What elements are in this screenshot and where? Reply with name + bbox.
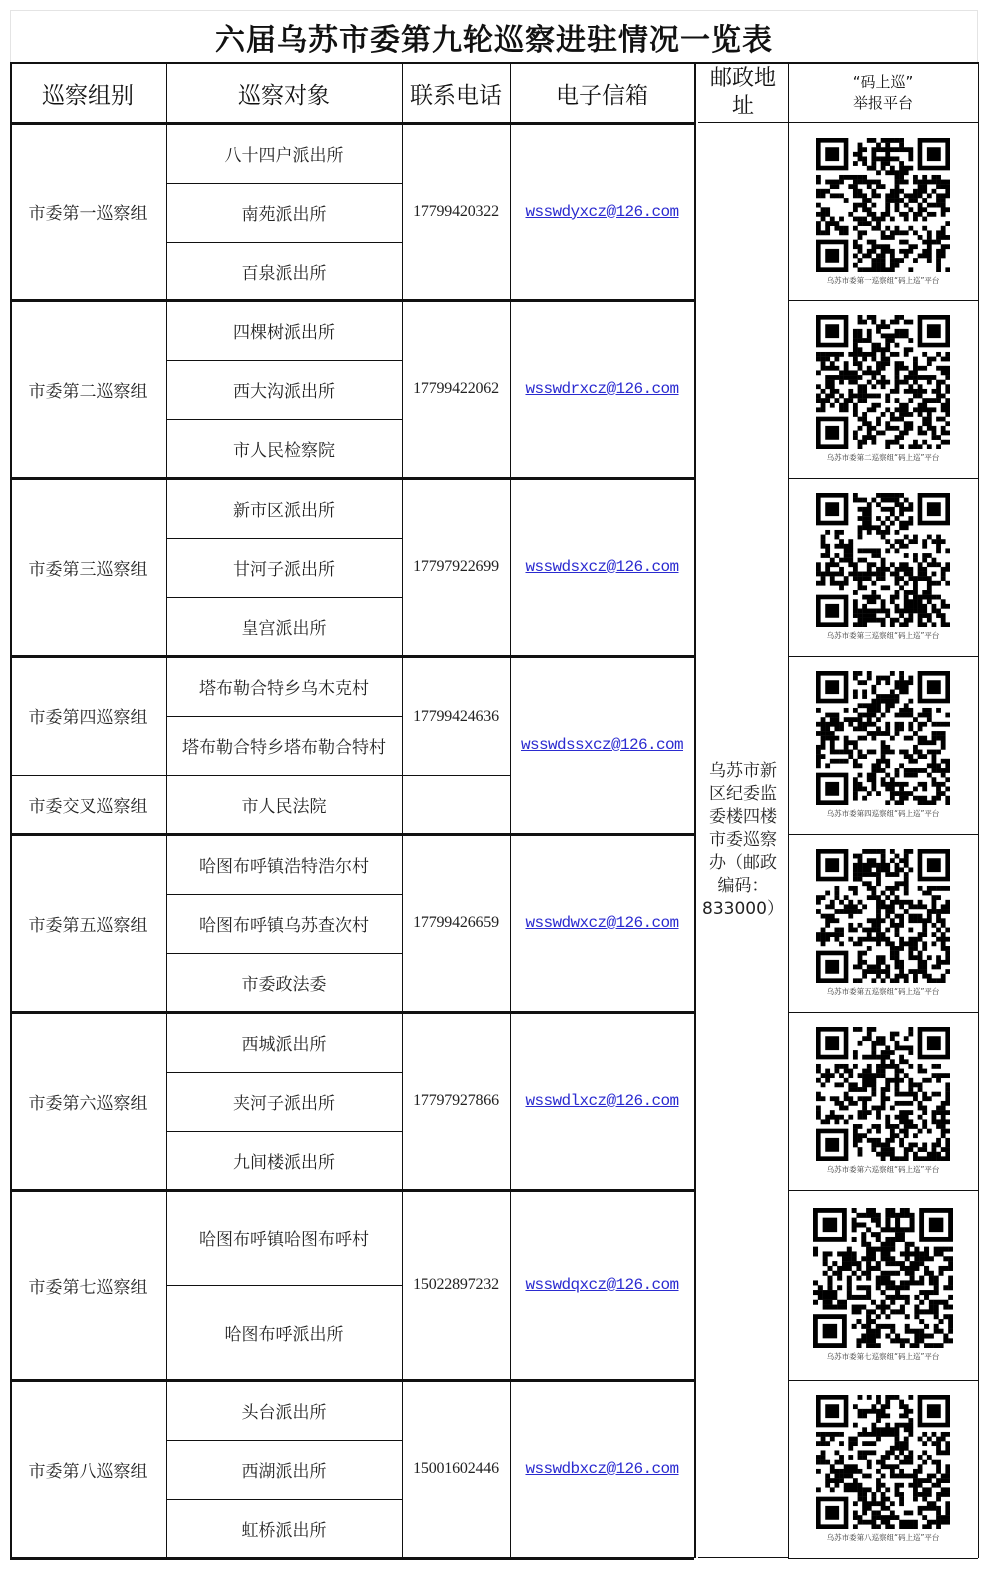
qr-report-cell[interactable] <box>788 300 978 478</box>
qr-caption: 乌苏市委第四巡察组“码上巡”平台 <box>826 809 940 818</box>
group-name: 市委第三巡察组 <box>28 559 148 580</box>
group-name: 市委第一巡察组 <box>28 204 148 224</box>
grid-line <box>510 62 511 1558</box>
qr-caption: 乌苏市委第三巡察组“码上巡”平台 <box>826 631 940 640</box>
qr-caption: 乌苏市委第七巡察组“码上巡”平台 <box>826 1352 940 1361</box>
grid-line <box>10 122 694 125</box>
grid-line <box>10 655 694 658</box>
group-name: 市委第二巡察组 <box>28 381 148 402</box>
target-name: 塔布勒合特乡乌木克村 <box>199 678 369 699</box>
qr-code-icon <box>813 1208 953 1348</box>
group-name: 市委交叉巡察组 <box>28 797 148 817</box>
title-box <box>10 10 978 63</box>
target-name: 虹桥派出所 <box>241 1521 327 1541</box>
grid-line <box>166 1440 402 1441</box>
target-name: 八十四户派出所 <box>224 145 344 166</box>
grid-line <box>698 122 978 123</box>
target-name: 哈图布呼镇浩特浩尔村 <box>199 856 369 877</box>
phone-number: 17799426659 <box>413 914 499 931</box>
grid-line <box>166 62 167 1558</box>
grid-line <box>166 1499 402 1500</box>
header-address <box>698 63 788 123</box>
grid-line <box>10 477 694 480</box>
target-name: 南苑派出所 <box>241 205 327 225</box>
target-name: 哈图布呼镇乌苏查次村 <box>199 916 369 936</box>
target-name: 塔布勒合特乡塔布勒合特村 <box>182 738 386 758</box>
grid-line <box>10 833 694 836</box>
qr-report-cell[interactable] <box>788 123 978 300</box>
qr-code-icon <box>816 671 950 805</box>
page-title: 六届乌苏市委第九轮巡察进驻情况一览表 <box>215 23 773 58</box>
target-name: 西湖派出所 <box>241 1462 327 1482</box>
target-name: 九间楼派出所 <box>233 1153 335 1173</box>
grid-line <box>788 656 978 657</box>
header-phone: 联系电话 <box>410 82 502 109</box>
grid-line <box>166 1285 402 1286</box>
target-name: 西大沟派出所 <box>233 382 335 402</box>
email-link[interactable]: wsswdrxcz@126.com <box>525 380 679 398</box>
target-name: 市人民法院 <box>241 797 327 817</box>
qr-code-icon <box>816 1395 950 1529</box>
qr-report-cell[interactable] <box>788 1190 978 1380</box>
qr-report-cell[interactable] <box>788 834 978 1012</box>
email-cell <box>510 300 694 478</box>
grid-line <box>166 360 402 361</box>
email-link[interactable]: wsswdyxcz@126.com <box>525 202 679 221</box>
grid-line <box>166 183 402 184</box>
header-address-label: 邮政地址 <box>709 66 776 119</box>
grid-line <box>10 1557 694 1560</box>
postal-address: 乌苏市新区纪委监委楼四楼市委巡察办（邮政编码：833000） <box>702 761 784 919</box>
grid-line <box>10 299 694 302</box>
email-cell <box>510 478 694 656</box>
email-cell <box>510 1380 694 1558</box>
email-link[interactable]: wsswdlxcz@126.com <box>525 1092 679 1110</box>
qr-code-icon <box>816 138 950 272</box>
qr-code-icon <box>816 315 950 449</box>
header-qr <box>788 63 978 123</box>
qr-caption: 乌苏市委第五巡察组“码上巡”平台 <box>826 987 940 996</box>
grid-line <box>166 242 402 243</box>
group-name: 市委第五巡察组 <box>28 915 148 936</box>
grid-line <box>788 834 978 835</box>
group-name: 市委第六巡察组 <box>28 1093 148 1114</box>
grid-line <box>788 478 978 479</box>
qr-report-cell[interactable] <box>788 1380 978 1558</box>
email-cell <box>510 834 694 1012</box>
group-name: 市委第八巡察组 <box>28 1461 148 1482</box>
grid-line <box>788 1190 978 1191</box>
qr-report-cell[interactable] <box>788 1012 978 1190</box>
grid-line <box>10 62 979 64</box>
grid-line <box>694 62 696 1558</box>
grid-line <box>166 716 402 717</box>
phone-number-empty <box>402 775 510 834</box>
phone-number: 17799424636 <box>413 708 499 725</box>
target-name: 头台派出所 <box>241 1402 327 1423</box>
grid-line <box>166 894 402 895</box>
email-link[interactable]: wsswdsxcz@126.com <box>525 558 679 576</box>
target-name: 甘河子派出所 <box>233 560 335 580</box>
phone-number: 17797922699 <box>413 558 499 575</box>
grid-line <box>10 1189 694 1192</box>
grid-line <box>788 300 978 301</box>
phone-number: 17797927866 <box>413 1092 499 1109</box>
qr-code-icon <box>816 1027 950 1161</box>
header-email: 电子信箱 <box>556 82 648 109</box>
qr-caption: 乌苏市委第六巡察组“码上巡”平台 <box>826 1165 940 1174</box>
target-name: 市委政法委 <box>241 975 327 995</box>
grid-line <box>10 1011 694 1014</box>
header-target: 巡察对象 <box>238 82 330 109</box>
grid-line <box>402 62 403 1558</box>
email-link[interactable]: wsswdqxcz@126.com <box>525 1276 679 1294</box>
target-name: 四棵树派出所 <box>233 322 335 343</box>
target-name: 市人民检察院 <box>233 441 335 461</box>
grid-line <box>166 1131 402 1132</box>
phone-number: 15001602446 <box>413 1460 499 1477</box>
grid-line <box>10 1379 694 1382</box>
email-cell <box>510 1190 694 1380</box>
grid-line <box>698 1557 788 1558</box>
target-name: 哈图布呼派出所 <box>224 1325 344 1345</box>
phone-number: 17799422062 <box>413 380 499 397</box>
grid-line <box>10 775 510 776</box>
target-name: 西城派出所 <box>241 1034 327 1055</box>
qr-report-cell[interactable] <box>788 656 978 834</box>
qr-caption: 乌苏市委第八巡察组“码上巡”平台 <box>826 1533 940 1542</box>
qr-code-icon <box>816 849 950 983</box>
email-link[interactable]: wsswdssxcz@126.com <box>520 736 684 754</box>
grid-line <box>10 62 12 1559</box>
header-group: 巡察组别 <box>42 82 134 109</box>
grid-line <box>166 597 402 598</box>
email-cell <box>510 1012 694 1190</box>
header-qr-line2: 举报平台 <box>852 94 913 112</box>
group-name: 市委第七巡察组 <box>28 1277 148 1298</box>
grid-line <box>788 62 789 1558</box>
grid-line <box>788 1380 978 1381</box>
email-cell <box>510 656 694 834</box>
grid-line <box>166 953 402 954</box>
group-name: 市委第四巡察组 <box>28 708 148 728</box>
header-qr-line1: “码上巡” <box>852 73 914 91</box>
target-name: 百泉派出所 <box>241 263 327 284</box>
qr-code-icon <box>816 493 950 627</box>
grid-line <box>788 1558 978 1559</box>
email-cell <box>510 123 694 300</box>
qr-report-cell[interactable] <box>788 478 978 656</box>
phone-number: 15022897232 <box>413 1276 499 1293</box>
grid-line <box>166 1072 402 1073</box>
phone-number: 17799420322 <box>413 202 499 220</box>
target-name: 夹河子派出所 <box>233 1094 335 1114</box>
target-name: 哈图布呼镇哈图布呼村 <box>199 1230 369 1250</box>
grid-line <box>978 62 979 1558</box>
grid-line <box>788 1012 978 1013</box>
grid-line <box>166 419 402 420</box>
target-name: 新市区派出所 <box>233 500 335 521</box>
grid-line <box>166 538 402 539</box>
email-link[interactable]: wsswdbxcz@126.com <box>525 1460 679 1478</box>
qr-caption: 乌苏市委第一巡察组“码上巡”平台 <box>826 275 940 285</box>
target-name: 皇宫派出所 <box>241 619 327 639</box>
email-link[interactable]: wsswdwxcz@126.com <box>525 914 679 932</box>
qr-caption: 乌苏市委第二巡察组“码上巡”平台 <box>826 453 940 462</box>
